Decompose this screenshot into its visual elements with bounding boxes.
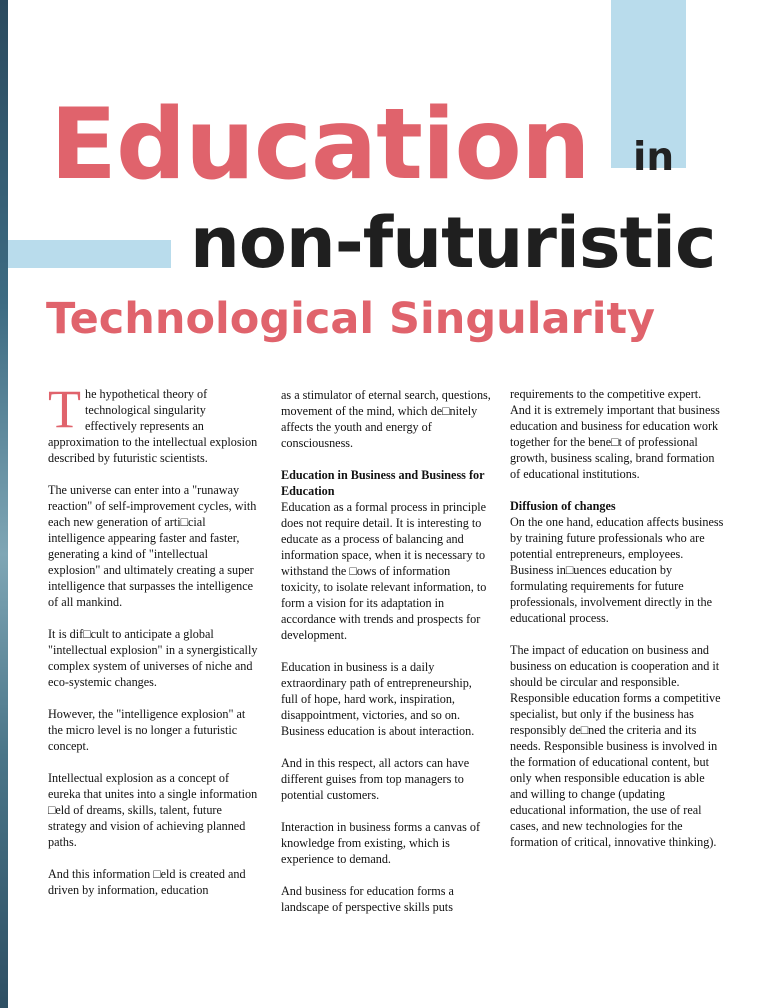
paragraph: as a stimulator of eternal search, questions, movement of the mind, which de□nitely affects the youth and energy of consciousness. <box>281 388 491 450</box>
decorative-bar-left <box>8 240 171 268</box>
title-line-non-futuristic: non-futuristic <box>190 202 716 284</box>
paragraph: It is dif□cult to anticipate a global "intellectual explosion" in a synergistically complex system of universes of niche and eco-systemic changes. <box>48 627 258 689</box>
paragraph: And this information □eld is created and driven by information, education <box>48 867 246 897</box>
drop-cap: T <box>48 379 81 439</box>
title-line-technological-singularity: Technological Singularity <box>46 294 656 344</box>
paragraph: And in this respect, all actors can have different guises from top managers to potential customers. <box>281 756 470 802</box>
left-edge-photo-strip <box>0 0 8 1008</box>
paragraph: requirements to the competitive expert. And it is extremely important that business education and business for education work together for the bene□t of professional growth, business scaling, brand formation of educational institutions. <box>510 387 720 481</box>
paragraph: However, the "intelligence explosion" at the micro level is no longer a futuristic concept. <box>48 707 246 753</box>
article-column-1 <box>48 379 258 914</box>
article-column-2 <box>281 387 491 931</box>
intro-text: he hypothetical theory of technological singularity effectively represents an approximation to the intellectual explosion described by futuristic scientists. <box>48 387 258 465</box>
paragraph: Interaction in business forms a canvas of knowledge from existing, which is experience to demand. <box>281 820 481 866</box>
paragraph: Education as a formal process in principle does not require detail. It is interesting to educate as a process of balancing and information space, when it is necessary to withstand the □ows of information toxicity, to isolate relevant information, to form a vision for its adaptation in accordance with trends and prospects for development. <box>281 500 487 642</box>
title-line-education: Education <box>50 88 590 202</box>
intro-paragraph <box>48 379 258 466</box>
paragraph: Intellectual explosion as a concept of eureka that unites into a single information □eld of dreams, skills, talent, future strategy and vision of achieving planned paths. <box>48 771 258 849</box>
paragraph: On the one hand, education affects business by training future professionals who are potential entrepreneurs, employees. Business in□uences education by formulating requirements for future professionals, involvement directly in the educational process. <box>510 515 724 625</box>
paragraph: Education in business is a daily extraordinary path of entrepreneurship, full of hope, hard work, inspiration, disappointment, victories, and so on. Business education is about interaction. <box>281 660 475 738</box>
paragraph: The impact of education on business and business on education is cooperation and it should be circular and responsible. Responsible education forms a competitive specialist, but only if the business has responsibly de□ned the criteria and its needs. Responsible business is involved in the formation of educational content, but only when responsible education is able and willing to change (updating educational information, the use of real cases, and new technologies for the formation of critical, innovative thinking). <box>510 643 721 849</box>
section-heading: Education in Business and Business for Education <box>281 468 485 498</box>
paragraph: And business for education forms a landscape of perspective skills puts <box>281 884 454 914</box>
title-word-in: in <box>633 135 675 180</box>
section-heading: Diffusion of changes <box>510 499 616 513</box>
article-column-3 <box>510 386 724 866</box>
paragraph: The universe can enter into a "runaway reaction" of self-improvement cycles, with each new generation of arti□cial intelligence appearing faster and faster, generating a kind of "intellectual explosion" and ultimately creating a super intelligence that surpasses the intelligence of all mankind. <box>48 483 257 609</box>
